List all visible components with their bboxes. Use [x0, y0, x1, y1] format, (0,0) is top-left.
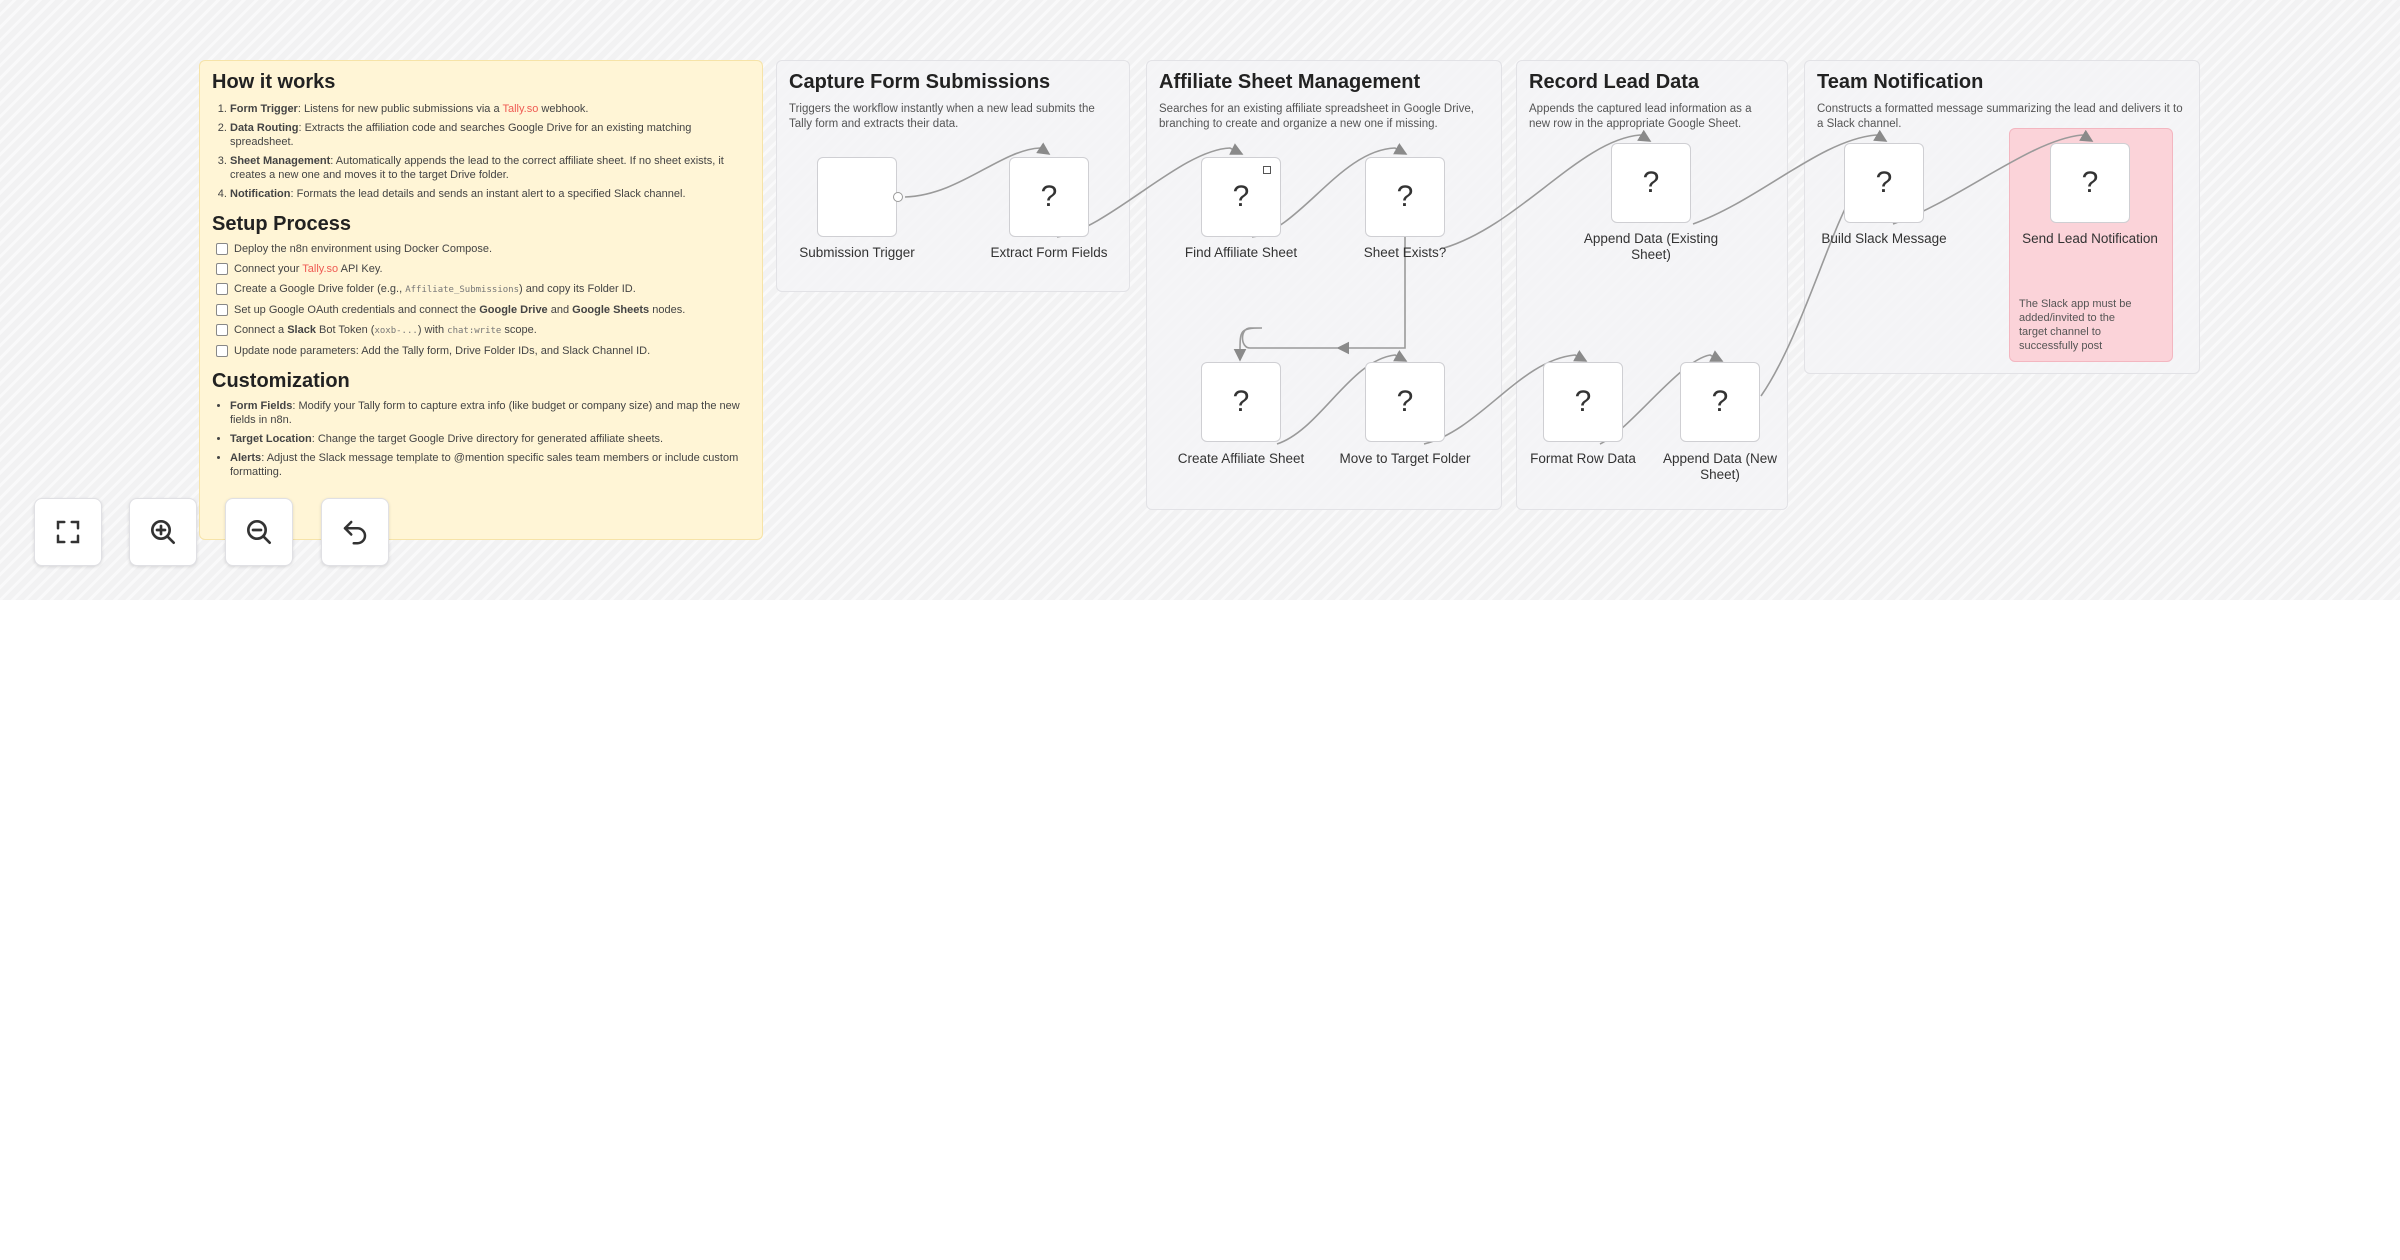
- node-move-to-target-folder[interactable]: ?: [1365, 362, 1445, 442]
- checklist-item: Deploy the n8n environment using Docker Compose.: [216, 242, 750, 256]
- group-title: Capture Form Submissions: [789, 71, 1051, 93]
- fit-view-button[interactable]: [34, 498, 102, 566]
- node-label: Find Affiliate Sheet: [1184, 245, 1298, 260]
- customization-title: Customization: [212, 370, 350, 392]
- step-item: 3. Sheet Management: Automatically appends the lead to the correct affiliate sheet. If no sheet exists, it creates a new one and moves it to the target Drive folder.: [230, 154, 750, 182]
- checklist-item: Connect a Slack Bot Token (xoxb-...) with chat:write scope.: [216, 323, 750, 338]
- group-description: Appends the captured lead information as a new row in the appropriate Google Sheet.: [1529, 103, 1752, 130]
- node-find-affiliate-sheet[interactable]: ?: [1201, 157, 1281, 237]
- node-label: Move to Target Folder: [1339, 451, 1471, 466]
- zoom-out-button[interactable]: [225, 498, 293, 566]
- step-item: 1. Form Trigger: Listens for new public submissions via a Tally.so webhook.: [230, 102, 750, 116]
- node-label: Append Data (New Sheet): [1662, 451, 1778, 482]
- node-label: Build Slack Message: [1821, 231, 1947, 246]
- checklist-item: Update node parameters: Add the Tally form, Drive Folder IDs, and Slack Channel ID.: [216, 344, 750, 358]
- group-description: Triggers the workflow instantly when a new lead submits the Tally form and extracts their data.: [789, 103, 1095, 130]
- node-submission-trigger[interactable]: [817, 157, 897, 237]
- zoom-out-icon: [243, 516, 275, 548]
- node-badge: [1263, 166, 1271, 174]
- node-label: Append Data (Existing Sheet): [1583, 231, 1719, 262]
- group-description: Constructs a formatted message summarizing the lead and delivers it to a Slack channel.: [1817, 103, 2183, 130]
- checklist-item: Connect your Tally.so API Key.: [216, 262, 750, 276]
- node-label: Send Lead Notification: [2022, 231, 2158, 246]
- group-title: Affiliate Sheet Management: [1159, 71, 1421, 93]
- node-format-row-data[interactable]: ?: [1543, 362, 1623, 442]
- node-label: Create Affiliate Sheet: [1177, 451, 1305, 466]
- reset-zoom-button[interactable]: [321, 498, 389, 566]
- node-sheet-exists[interactable]: ?: [1365, 157, 1445, 237]
- undo-icon: [340, 517, 370, 547]
- customization-item: • Form Fields: Modify your Tally form to capture extra info (like budget or company size) and map the new fields in n8n.: [230, 399, 750, 427]
- node-create-affiliate-sheet[interactable]: ?: [1201, 362, 1281, 442]
- checklist-item: Set up Google OAuth credentials and connect the Google Drive and Google Sheets nodes.: [216, 303, 750, 317]
- workflow-canvas[interactable]: [0, 0, 2400, 600]
- step-item: 4. Notification: Formats the lead details and sends an instant alert to a specified Slack channel.: [230, 187, 750, 201]
- checklist-item: Create a Google Drive folder (e.g., Affiliate_Submissions) and copy its Folder ID.: [216, 282, 750, 297]
- tally-link[interactable]: Tally.so: [302, 263, 339, 275]
- zoom-in-icon: [147, 516, 179, 548]
- step-item: 2. Data Routing: Extracts the affiliation code and searches Google Drive for an existing matching spreadsheet.: [230, 121, 750, 149]
- customization-item: • Alerts: Adjust the Slack message template to @mention specific sales team members or include custom formatting.: [230, 451, 750, 479]
- node-label: Extract Form Fields: [990, 245, 1108, 260]
- zoom-in-button[interactable]: [129, 498, 197, 566]
- how-it-works-title: How it works: [212, 71, 336, 93]
- warning-note-text: The Slack app must be added/invited to the target channel to successfully post: [2019, 298, 2132, 352]
- group-description: Searches for an existing affiliate spreadsheet in Google Drive, branching to create and organize a new one if missing.: [1159, 103, 1474, 130]
- connection: [1240, 328, 1338, 360]
- node-build-slack-message[interactable]: ?: [1844, 143, 1924, 223]
- tally-link[interactable]: Tally.so: [502, 103, 539, 115]
- node-append-data-existing-sheet[interactable]: ?: [1611, 143, 1691, 223]
- setup-process-title: Setup Process: [212, 213, 351, 235]
- output-handle[interactable]: [893, 192, 903, 202]
- fit-view-icon: [53, 517, 83, 547]
- node-extract-form-fields[interactable]: ?: [1009, 157, 1089, 237]
- group-title: Record Lead Data: [1529, 71, 1700, 93]
- node-label: Sheet Exists?: [1363, 245, 1447, 260]
- node-send-lead-notification[interactable]: ?: [2050, 143, 2130, 223]
- customization-item: • Target Location: Change the target Google Drive directory for generated affiliate sheets.: [230, 432, 750, 446]
- node-label: Submission Trigger: [799, 245, 915, 260]
- node-label: Format Row Data: [1530, 451, 1636, 466]
- connection: [1761, 190, 1855, 396]
- node-append-data-new-sheet[interactable]: ?: [1680, 362, 1760, 442]
- group-title: Team Notification: [1817, 71, 1984, 93]
